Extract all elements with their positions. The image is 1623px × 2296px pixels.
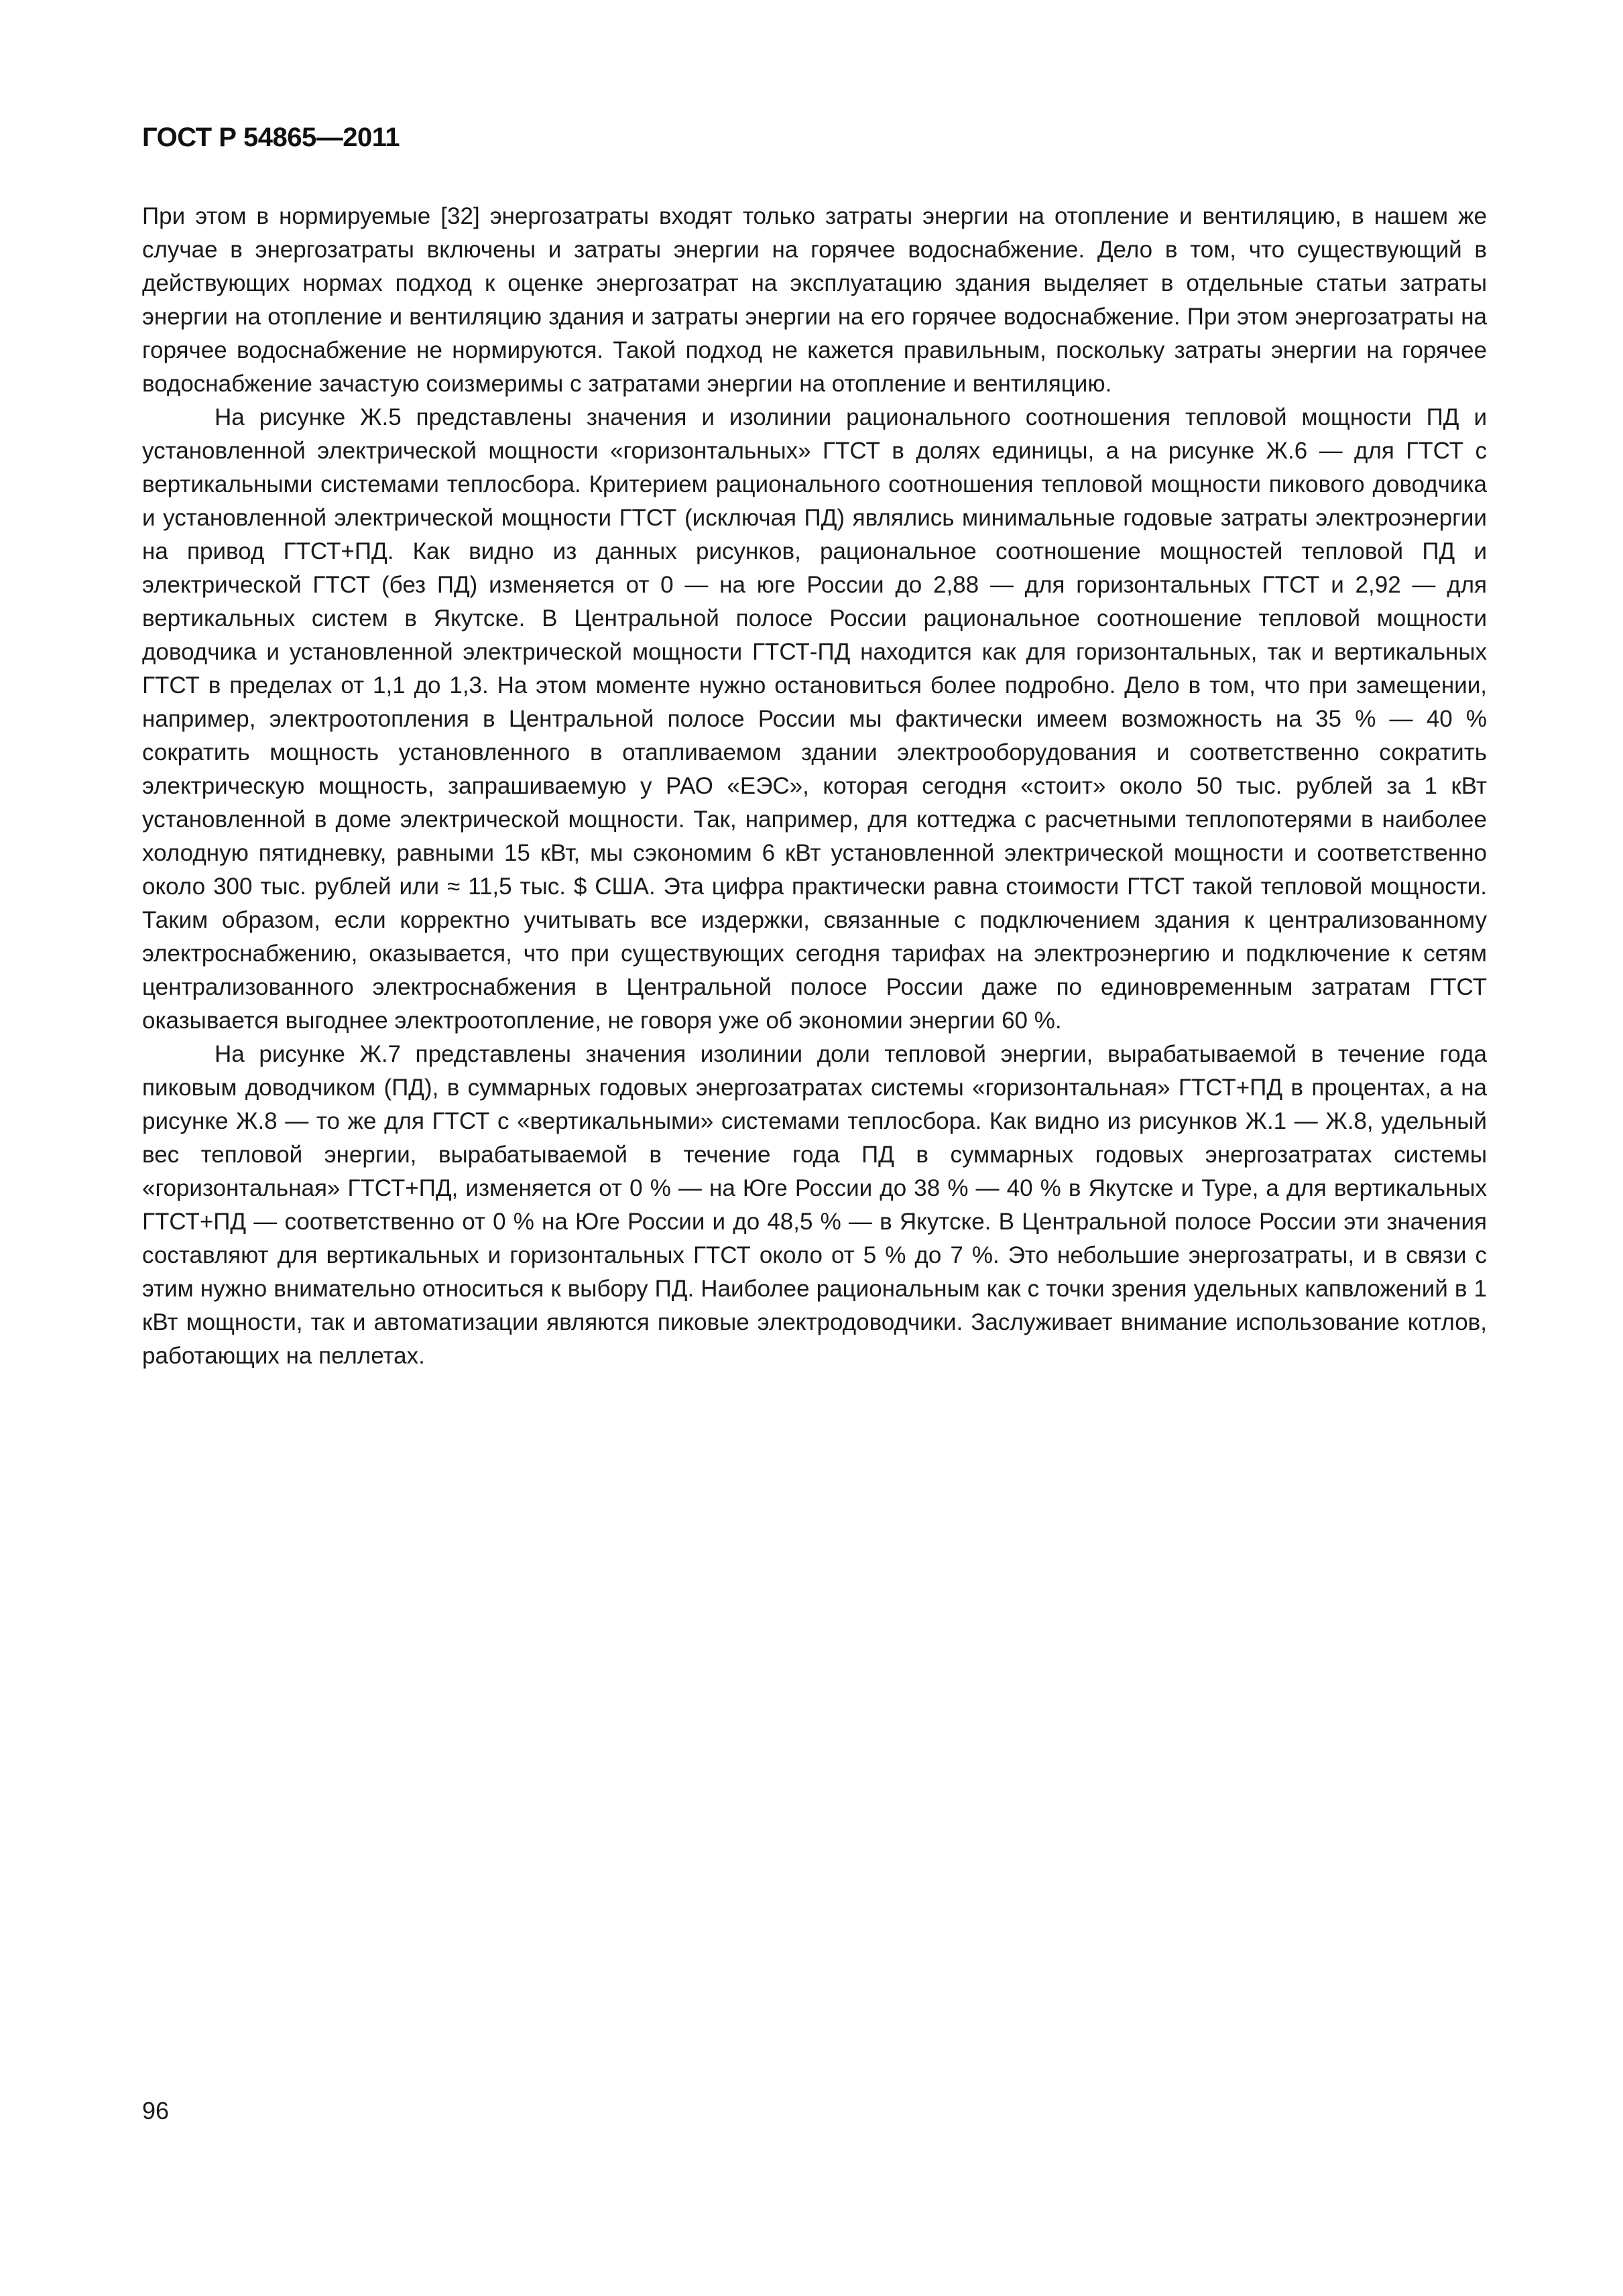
document-body xyxy=(142,200,1487,1373)
standard-header: ГОСТ Р 54865—2011 xyxy=(142,123,400,152)
paragraph-1: При этом в нормируемые [32] энергозатраты входят только затраты энергии на отопление и вентиляцию, в нашем же случае в энергозатраты включены и затраты энергии на горячее водоснабжение. Дело в том, что существующий в действующих нормах подход к оценке энергозатрат на эксплуатацию здания выделяет в отдельные статьи затраты энергии на отопление и вентиляцию здания и затраты энергии на его горячее водоснабжение. При этом энергозатраты на горячее водоснабжение не нормируются. Такой подход не кажется правильным, поскольку затраты энергии на горячее водоснабжение зачастую соизмеримы с затратами энергии на отопление и вентиляцию. xyxy=(142,203,1487,397)
paragraph-3: На рисунке Ж.7 представлены значения изолинии доли тепловой энергии, вырабатываемой в течение года пиковым доводчиком (ПД), в суммарных годовых энергозатратах системы «горизонтальная» ГТСТ+ПД в процентах, а на рисунке Ж.8 — то же для ГТСТ с «вертикальными» системами теплосбора. Как видно из рисунков Ж.1 — Ж.8, удельный вес тепловой энергии, вырабатываемой в течение года ПД в суммарных годовых энергозатратах системы «горизонтальная» ГТСТ+ПД, изменяется от 0 % — на Юге России до 38 % — 40 % в Якутске и Туре, а для вертикальных ГТСТ+ПД — соответственно от 0 % на Юге России и до 48,5 % — в Якутске. В Центральной полосе России эти значения составляют для вертикальных и горизонтальных ГТСТ около от 5 % до 7 %. Это небольшие энергозатраты, и в связи с этим нужно внимательно относиться к выбору ПД. Наиболее рациональным как с точки зрения удельных капвложений в 1 кВт мощности, так и автоматизации являются пиковые электродоводчики. Заслуживает внимание использование котлов, работающих на пеллетах. xyxy=(142,1041,1487,1369)
paragraph-2: На рисунке Ж.5 представлены значения и изолинии рационального соотношения тепловой мощности ПД и установленной электрической мощности «горизонтальных» ГТСТ в долях единицы, а на рисунке Ж.6 — для ГТСТ с вертикальными системами теплосбора. Критерием рационального соотношения тепловой мощности пикового доводчика и установленной электрической мощности ГТСТ (исключая ПД) являлись минимальные годовые затраты электроэнергии на привод ГТСТ+ПД. Как видно из данных рисунков, рациональное соотношение мощностей тепловой ПД и электрической ГТСТ (без ПД) изменяется от 0 — на юге России до 2,88 — для горизонтальных ГТСТ и 2,92 — для вертикальных систем в Якутске. В Центральной полосе России рациональное соотношение тепловой мощности доводчика и установленной электрической мощности ГТСТ-ПД находится как для горизонтальных, так и вертикальных ГТСТ в пределах от 1,1 до 1,3. На этом моменте нужно остановиться более подробно. Дело в том, что при замещении, например, электроотопления в Центральной полосе России мы фактически имеем возможность на 35 % — 40 % сократить мощность установленного в отапливаемом здании электрооборудования и соответственно сократить электрическую мощность, запрашиваемую у РАО «ЕЭС», которая сегодня «стоит» около 50 тыс. рублей за 1 кВт установленной в доме электрической мощности. Так, например, для коттеджа с расчетными теплопотерями в наиболее холодную пятидневку, равными 15 кВт, мы сэкономим 6 кВт установленной электрической мощности и соответственно около 300 тыс. рублей или ≈ 11,5 тыс. $ США. Эта цифра практически равна стоимости ГТСТ такой тепловой мощности. Таким образом, если корректно учитывать все издержки, связанные с подключением здания к централизованному электроснабжению, оказывается, что при существующих сегодня тарифах на электроэнергию и подключение к сетям централизованного электроснабжения в Центральной полосе России даже по единовременным затратам ГТСТ оказывается выгоднее электроотопление, не говоря уже об экономии энергии 60 %. xyxy=(142,404,1487,1034)
page-number: 96 xyxy=(142,2097,170,2124)
